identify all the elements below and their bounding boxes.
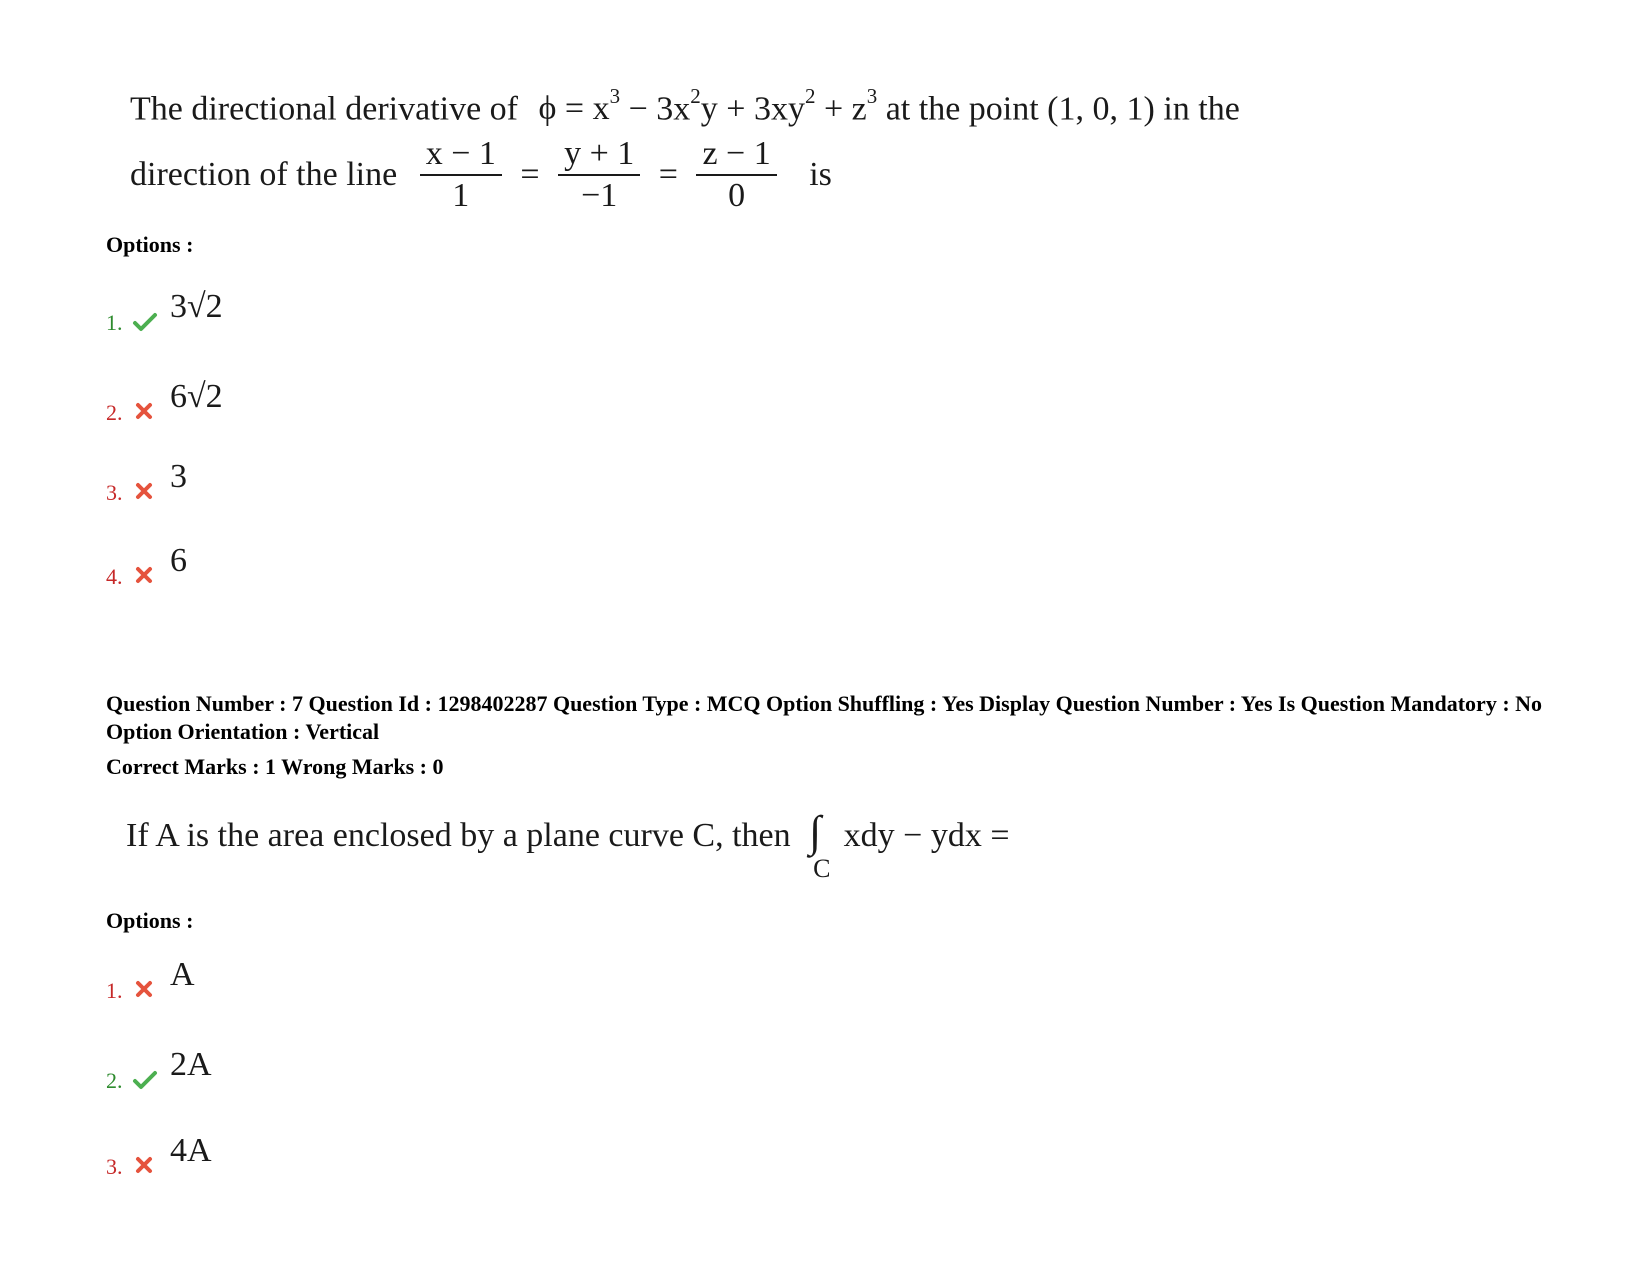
stem-text: at the point (1, 0, 1) in the (877, 90, 1240, 128)
question-6-stem (130, 84, 1250, 218)
stem-line-2 (130, 134, 832, 216)
stem-text: xdy − ydx = (843, 817, 1010, 854)
fraction-y (558, 134, 640, 216)
check-icon (132, 1068, 158, 1092)
option-value: 3√2 (170, 288, 223, 325)
equals-sign: = (658, 156, 678, 193)
stem-line-1 (130, 84, 1240, 128)
option-number: 1. (106, 310, 123, 335)
stem-text: direction of the line (130, 156, 398, 193)
option-number: 1. (106, 978, 123, 1003)
option-value: 3 (170, 458, 187, 495)
fraction-denominator: −1 (581, 177, 618, 214)
stem-text: If A is the area enclosed by a plane curve C, then (126, 817, 791, 854)
options-label: Options : (106, 232, 194, 257)
equals-sign: = (520, 156, 540, 193)
option-number: 3. (106, 480, 123, 505)
formula-phi: ϕ = x (538, 90, 610, 128)
contour-integral (809, 807, 831, 883)
fraction-denominator: 1 (452, 177, 470, 214)
options-label: Options : (106, 908, 194, 933)
option-number: 2. (106, 400, 123, 425)
formula-term: + z (815, 90, 867, 128)
option-value: A (170, 956, 195, 993)
stem-text: is (809, 156, 832, 193)
option-number: 2. (106, 1068, 123, 1093)
exponent: 3 (609, 84, 621, 108)
integral-sign: ∫ (809, 807, 822, 856)
cross-icon (132, 480, 158, 504)
formula-term: − 3x (620, 90, 691, 128)
fraction-numerator: y + 1 (558, 134, 640, 176)
cross-icon (132, 1154, 158, 1178)
exponent: 2 (804, 84, 816, 108)
fraction-numerator: z − 1 (696, 134, 776, 176)
exponent: 2 (690, 84, 701, 108)
cross-icon (132, 564, 158, 588)
option-value: 2A (170, 1046, 212, 1083)
formula-term: y + 3xy (700, 90, 805, 128)
cross-icon (132, 400, 158, 424)
question-7-stem (126, 807, 1010, 892)
stem-text: The directional derivative of (130, 90, 518, 128)
integral-subscript: C (813, 854, 831, 883)
fraction-x (420, 134, 502, 216)
question-7-marks: Correct Marks : 1 Wrong Marks : 0 (106, 754, 444, 779)
fraction-z (696, 134, 776, 216)
option-value: 6 (170, 542, 187, 579)
exponent: 3 (866, 84, 878, 108)
check-icon (132, 310, 158, 334)
fraction-denominator: 0 (728, 177, 746, 214)
fraction-numerator: x − 1 (420, 134, 502, 176)
option-value: 4A (170, 1132, 212, 1169)
cross-icon (132, 978, 158, 1002)
option-number: 4. (106, 564, 123, 589)
question-7-meta: Question Number : 7 Question Id : 1298402287 Question Type : MCQ Option Shuffling : Yes Display Question Number : Yes Is Question Mandatory : No Option Orientation : Vertical (106, 691, 1543, 744)
option-number: 3. (106, 1154, 123, 1179)
option-value: 6√2 (170, 378, 223, 415)
